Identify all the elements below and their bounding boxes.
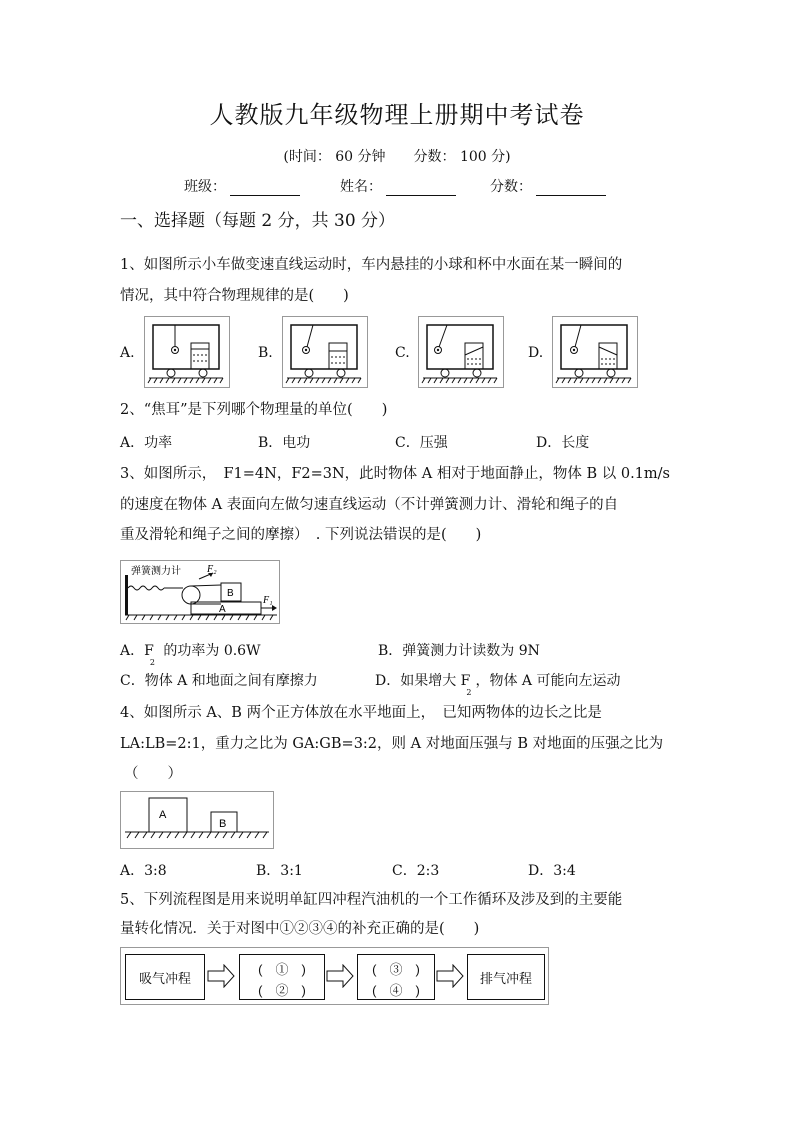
flow-box-1-2 xyxy=(239,954,325,1000)
q4-fig-a-label: A xyxy=(159,809,167,821)
q1-figure-d xyxy=(552,316,638,388)
q1-stem-line1: 1、如图所示小车做变速直线运动时，车内悬挂的小球和杯中水面在某一瞬间的 xyxy=(120,257,623,273)
q4-option-b[interactable]: B．3:1 xyxy=(256,863,303,879)
page-title: 人教版九年级物理上册期中考试卷 xyxy=(209,101,585,129)
score-label: 分数： xyxy=(490,179,532,195)
q3-fig-f1-label: F₁ xyxy=(263,595,273,606)
q4-figure xyxy=(120,791,274,849)
q1-option-c[interactable]: C. xyxy=(395,345,410,361)
q4-stem-line1: 4、如图所示 A、B 两个正方体放在水平地面上， 已知两物体的边长之比是 xyxy=(120,705,602,721)
q4-option-d[interactable]: D．3:4 xyxy=(528,863,576,879)
flow-box-3-4-top: ( ③ ) xyxy=(372,962,420,977)
q4-stem-line2: LA:LB=2:1，重力之比为 GA:GB=3:2，则 A 对地面压强与 B 对地面的压强之比为 xyxy=(120,736,664,752)
q1-figure-b xyxy=(282,316,368,388)
name-blank[interactable] xyxy=(386,181,456,196)
name-label: 姓名： xyxy=(340,179,382,195)
flow-box-intake: 吸气冲程 xyxy=(125,954,205,1000)
q3-fig-a-label: A xyxy=(219,604,226,615)
class-label: 班级： xyxy=(184,179,226,195)
q1-figure-c xyxy=(418,316,504,388)
flow-box-exhaust: 排气冲程 xyxy=(467,954,545,1000)
q2-option-d[interactable]: D．长度 xyxy=(536,435,590,451)
q3-option-a-subscript: 2 xyxy=(149,657,155,667)
q1-figure-a xyxy=(144,316,230,388)
flow-arrow-1-icon xyxy=(207,964,235,988)
q3-figure xyxy=(120,560,280,624)
q3-fig-spring-label: 弹簧测力计 xyxy=(131,566,181,577)
q3-option-a-prefix: A．F xyxy=(120,643,154,659)
q3-stem-line1: 3、如图所示， F1=4N，F2=3N，此时物体 A 相对于地面静止，物体 B 以 0.1m/s xyxy=(120,466,670,482)
q3-option-c[interactable]: C．物体 A 和地面之间有摩擦力 xyxy=(120,673,318,689)
class-field xyxy=(184,176,300,196)
q3-stem-line2: 的速度在物体 A 表面向左做匀速直线运动（不计弹簧测力计、滑轮和绳子的自 xyxy=(120,497,619,513)
q2-option-a[interactable]: A．功率 xyxy=(120,435,173,451)
q4-option-c[interactable]: C．2:3 xyxy=(392,863,440,879)
q3-option-d[interactable] xyxy=(375,670,621,697)
q3-stem-line3: 重及滑轮和绳子之间的摩擦） . 下列说法错误的是( ) xyxy=(120,527,482,543)
q3-fig-f2-label: F₂ xyxy=(207,564,217,575)
q3-option-d-subscript: 2 xyxy=(466,687,472,697)
section-heading: 一、选择题（每题 2 分，共 30 分） xyxy=(120,211,396,231)
q5-stem-line1: 5、下列流程图是用来说明单缸四冲程汽油机的一个工作循环及涉及到的主要能 xyxy=(120,892,623,908)
q3-option-d-text: ，物体 A 可能向左运动 xyxy=(475,673,621,689)
q1-option-a[interactable]: A. xyxy=(120,345,135,361)
flow-arrow-3-icon xyxy=(436,964,464,988)
flow-box-3-4-bottom: ( ④ ) xyxy=(372,983,420,998)
q3-option-d-prefix: D．如果增大 F xyxy=(375,673,471,689)
q4-fig-b-label: B xyxy=(219,818,227,830)
flow-box-3-4 xyxy=(357,954,435,1000)
q1-option-d[interactable]: D. xyxy=(528,345,544,361)
q5-stem-line2: 量转化情况．关于对图中①②③④的补充正确的是( ) xyxy=(120,921,480,937)
q5-flowchart xyxy=(120,947,549,1005)
q3-fig-b-label: B xyxy=(227,588,234,599)
q2-stem: 2、“焦耳”是下列哪个物理量的单位( ) xyxy=(120,402,388,418)
score-blank[interactable] xyxy=(536,181,606,196)
q2-option-c[interactable]: C．压强 xyxy=(395,435,448,451)
q1-option-b[interactable]: B. xyxy=(258,345,273,361)
q4-option-a[interactable]: A．3:8 xyxy=(120,863,167,879)
score-field xyxy=(490,176,606,196)
q1-stem-line2: 情况，其中符合物理规律的是( ) xyxy=(120,288,349,304)
class-blank[interactable] xyxy=(230,181,300,196)
flow-box-1-2-top: ( ① ) xyxy=(258,962,306,977)
q3-option-a-text: 的功率为 0.6W xyxy=(163,643,261,659)
q2-option-b[interactable]: B．电功 xyxy=(258,435,311,451)
exam-time-score: (时间： 60 分钟 分数： 100 分) xyxy=(283,149,511,165)
q3-option-b[interactable]: B．弹簧测力计读数为 9N xyxy=(378,643,540,659)
name-field xyxy=(340,176,456,196)
flow-box-1-2-bottom: ( ② ) xyxy=(258,983,306,998)
flow-arrow-2-icon xyxy=(326,964,354,988)
q4-stem-line3: （ ） xyxy=(124,766,182,782)
q3-option-a[interactable] xyxy=(120,640,261,667)
